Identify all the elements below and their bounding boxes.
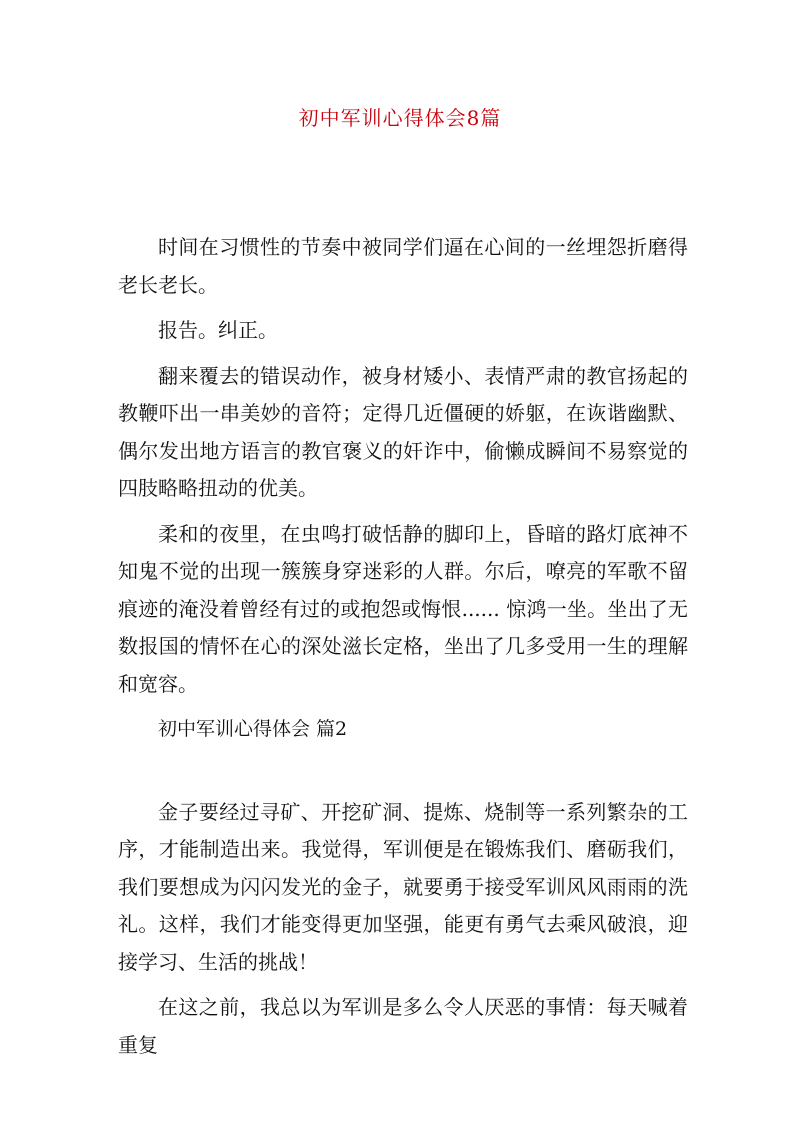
document-title: 初中军训心得体会8篇: [298, 106, 502, 130]
document-body: [118, 229, 688, 1064]
section-2-heading: 初中军训心得体会 篇2: [158, 718, 348, 740]
section-2-paragraph-1: 金子要经过寻矿、开挖矿洞、提炼、烧制等一系列繁杂的工序，才能制造出来。我觉得，军训便是在锻炼我们、磨砺我们，我们要想成为闪闪发光的金子，就要勇于接受军训风风雨雨的洗礼。这样，我们才能变得更加坚强，能更有勇气去乘风破浪，迎接学习、生活的挑战！: [118, 799, 688, 974]
section-2-paragraph-2: 在这之前，我总以为军训是多么令人厌恶的事情：每天喊着重复: [118, 995, 688, 1057]
paragraph-1: 时间在习惯性的节奏中被同学们逼在心间的一丝埋怨折磨得老长老长。: [118, 235, 688, 297]
paragraph-4: 柔和的夜里，在虫鸣打破恬静的脚印上，昏暗的路灯底神不知鬼不觉的出现一簇簇身穿迷彩的人群。尔后，嘹亮的军歌不留痕迹的淹没着曾经有过的或抱怨或悔恨...... 惊鸿一坐。坐出了无数报国的情怀在心的深处滋长定格，坐出了几多受用一生的理解和宽容。: [118, 521, 688, 696]
section-spacer: [118, 749, 688, 794]
paragraph-3: 翻来覆去的错误动作，被身材矮小、表情严肃的教官扬起的教鞭吓出一串美妙的音符；定得几近僵硬的娇躯，在诙谐幽默、偶尔发出地方语言的教官褒义的奸诈中，偷懒成瞬间不易察觉的四肢略略扭动的优美。: [118, 363, 688, 500]
paragraph-2: 报告。纠正。: [158, 318, 278, 342]
